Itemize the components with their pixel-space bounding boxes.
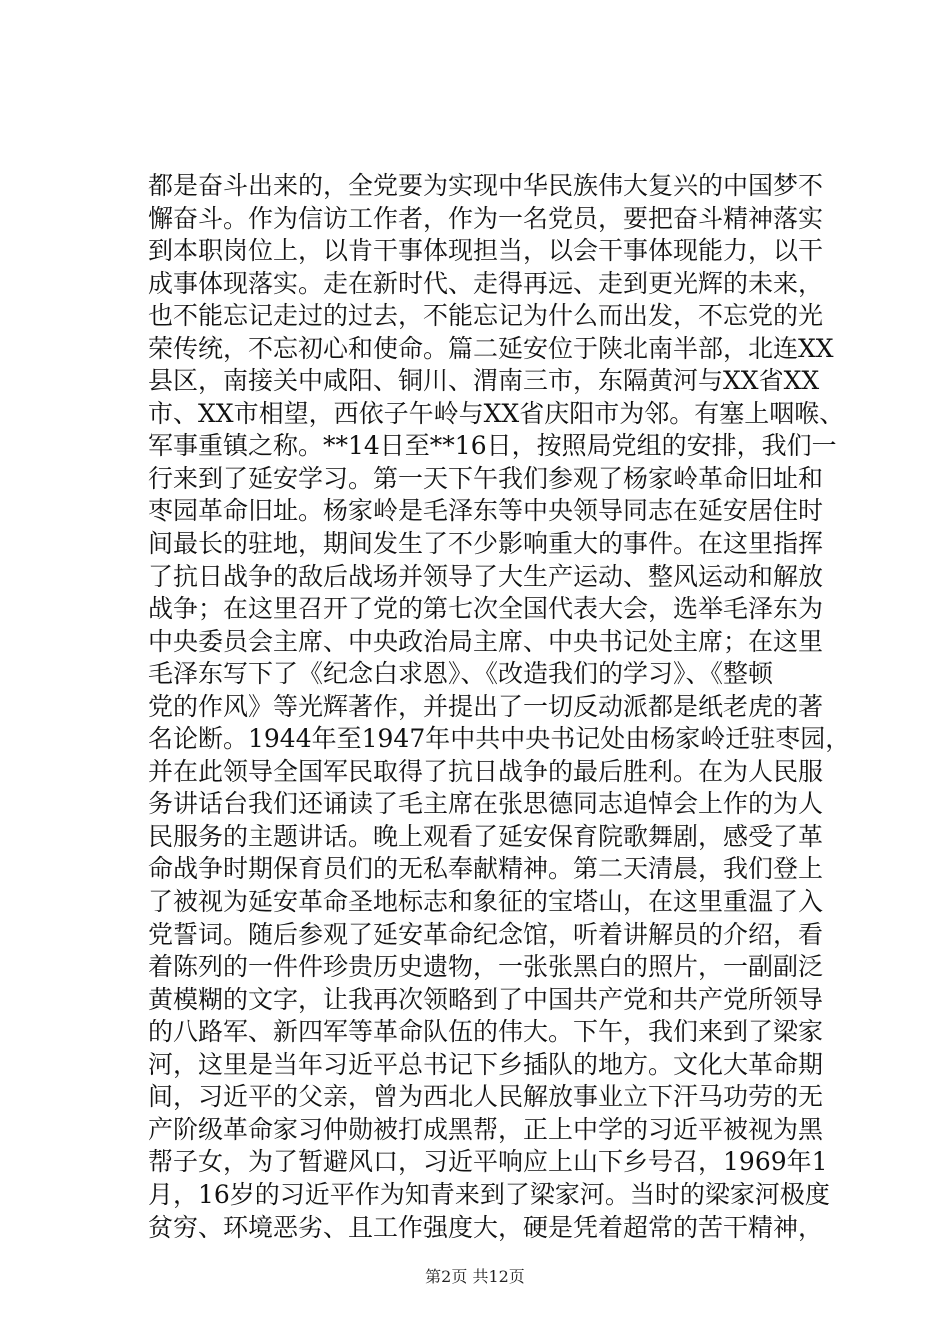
text-line: 党的作风》等光辉著作，并提出了一切反动派都是纸老虎的著 bbox=[148, 691, 824, 721]
text-line: 市、XX市相望，西依子午岭与XX省庆阳市为邻。有塞上咽喉、 bbox=[148, 398, 845, 428]
text-line: 间，习近平的父亲，曾为西北人民解放事业立下汗马功劳的无 bbox=[148, 1082, 824, 1112]
text-line: 也不能忘记走过的过去，不能忘记为什么而出发，不忘党的光 bbox=[148, 301, 824, 331]
text-line: 党誓词。随后参观了延安革命纪念馆，听着讲解员的介绍，看 bbox=[148, 919, 824, 949]
text-line: 了抗日战争的敌后战场并领导了大生产运动、整风运动和解放 bbox=[148, 561, 824, 591]
text-line: 毛泽东写下了《纪念白求恩》、《改造我们的学习》、《整顿 bbox=[148, 659, 774, 689]
text-line: 枣园革命旧址。杨家岭是毛泽东等中央领导同志在延安居住时 bbox=[148, 496, 824, 526]
text-line: 成事体现落实。走在新时代、走得再远、走到更光辉的未来， bbox=[148, 268, 824, 298]
text-line: 懈奋斗。作为信访工作者，作为一名党员，要把奋斗精神落实 bbox=[148, 203, 824, 233]
text-line: 间最长的驻地，期间发生了不少影响重大的事件。在这里指挥 bbox=[148, 529, 824, 559]
text-line: 到本职岗位上，以肯干事体现担当，以会干事体现能力，以干 bbox=[148, 236, 824, 266]
text-line: 并在此领导全国军民取得了抗日战争的最后胜利。在为人民服 bbox=[148, 756, 824, 786]
text-line: 贫穷、环境恶劣、且工作强度大，硬是凭着超常的苦干精神， bbox=[148, 1212, 824, 1242]
text-line: 名论断。1944年至1947年中共中央书记处由杨家岭迁驻枣园， bbox=[148, 724, 851, 754]
page-number-footer: 第2页 共12页 bbox=[425, 1267, 525, 1286]
text-line: 荣传统，不忘初心和使命。篇二延安位于陕北南半部，北连XX bbox=[148, 333, 834, 363]
text-line: 民服务的主题讲话。晚上观看了延安保育院歌舞剧，感受了革 bbox=[148, 821, 824, 851]
text-line: 中央委员会主席、中央政治局主席、中央书记处主席；在这里 bbox=[148, 626, 824, 656]
text-line: 月，16岁的习近平作为知青来到了梁家河。当时的梁家河极度 bbox=[148, 1179, 830, 1209]
text-line: 黄模糊的文字，让我再次领略到了中国共产党和共产党所领导 bbox=[148, 984, 824, 1014]
text-line: 军事重镇之称。**14日至**16日，按照局党组的安排，我们一 bbox=[148, 431, 837, 461]
text-line: 帮子女，为了暂避风口，习近平响应上山下乡号召，1969年1 bbox=[148, 1147, 828, 1177]
text-line: 务讲话台我们还诵读了毛主席在张思德同志追悼会上作的为人 bbox=[148, 789, 824, 819]
text-line: 着陈列的一件件珍贵历史遗物，一张张黑白的照片，一副副泛 bbox=[148, 952, 824, 982]
text-line: 了被视为延安革命圣地标志和象征的宝塔山，在这里重温了入 bbox=[148, 887, 824, 917]
text-line: 河，这里是当年习近平总书记下乡插队的地方。文化大革命期 bbox=[148, 1049, 824, 1079]
body-text bbox=[148, 170, 851, 1244]
text-line: 的八路军、新四军等革命队伍的伟大。下午，我们来到了梁家 bbox=[148, 1017, 824, 1047]
text-line: 行来到了延安学习。第一天下午我们参观了杨家岭革命旧址和 bbox=[148, 463, 824, 493]
text-line: 命战争时期保育员们的无私奉献精神。第二天清晨，我们登上 bbox=[148, 854, 824, 884]
text-line: 都是奋斗出来的，全党要为实现中华民族伟大复兴的中国梦不 bbox=[148, 171, 824, 200]
text-line: 产阶级革命家习仲勋被打成黑帮，正上中学的习近平被视为黑 bbox=[148, 1114, 824, 1144]
text-line: 县区，南接关中咸阳、铜川、渭南三市，东隔黄河与XX省XX bbox=[148, 366, 820, 396]
text-line: 战争；在这里召开了党的第七次全国代表大会，选举毛泽东为 bbox=[148, 594, 824, 624]
